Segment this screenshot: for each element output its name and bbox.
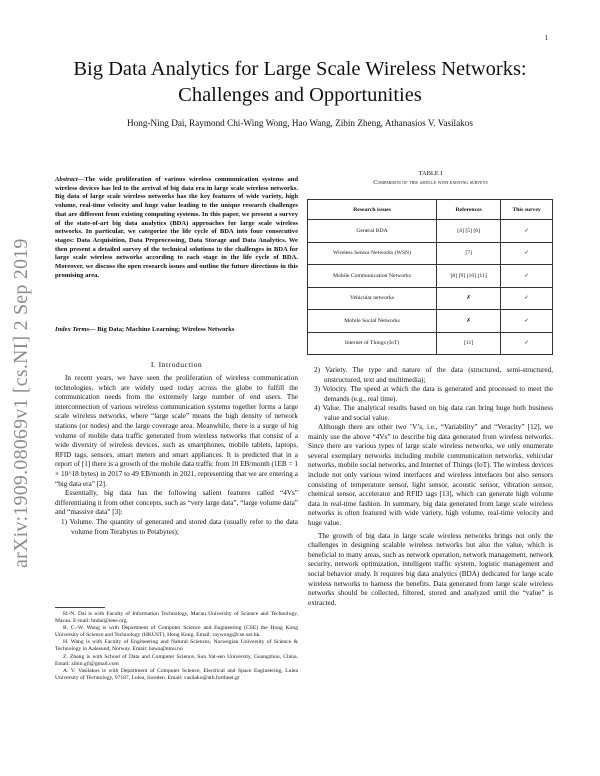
table-label: TABLE I xyxy=(418,170,443,177)
body-paragraph: The growth of big data in large scale wireless networks brings not only the challenges in designing scalable wireless networks but also the value, which is beneficial to many areas, such as network operation, network management, network security, network optimization, intelligent traffic system, logistic management and social behavior study. It requires big data analytics (BDA) dedicated for large scale wireless networks to harness the benefits. Data generated from large scale wireless networks should be collected, filtered, stored and analyzed until the “value” is extracted. xyxy=(308,531,553,607)
abstract: Abstract—The wide proliferation of various wireless communication systems and wireless devices has led to the arrival of big data era in large scale wireless networks. Big data of large scale wireless networks has the key features of wide variety, high volume, real-time velocity and huge value leading to the unique research challenges that are different from existing computing systems. In this paper, we present a survey of the state-of-art big data analytics (BDA) approaches for large scale wireless networks. In particular, we categorize the life cycle of BDA into four consecutive stages: Data Acquisition, Data Preprocessing, Data Storage and Data Analytics. We then present a detailed survey of the technical solutions to the challenges in BDA for large scale wireless networks according to each stage in the life cycle of BDA. Moreover, we discuss the open research issues and outline the future directions in this promising area. xyxy=(55,176,298,279)
table-header-cell: Research issues xyxy=(308,200,437,220)
table-cell: General BDA xyxy=(308,220,437,243)
table-row xyxy=(308,220,553,243)
abstract-lead: Abstract xyxy=(55,176,78,183)
table-cell: Vehicular networks xyxy=(308,287,437,310)
index-terms: Index Terms— Big Data; Machine Learning; Wireless Networks xyxy=(55,326,235,333)
intro-paragraph-1: In recent years, we have seen the proliferation of wireless communication technologies, which are widely used today across the globe to fulfill the communication needs from the extremely large number of end users. The interconnection of various wireless communication systems together forms a large scale wireless networks, where “large scale” means the high density of network stations (or nodes) and the large coverage area. Meanwhile, there is a surge of big volume of mobile data traffic generated from wireless networks that consist of a wide diversity of wireless devices, such as smartphones, mobile tablets, laptops, RFID tags, sensors, smart meters and smart appliances. It is predicted that in a report of [1] there is a growth of the mobile data traffic from 10 EB/month (1EB = 1 × 10^18 bytes) in 2017 to 49 EB/month in 2021, representing that we are entering a “big data era” [2]. xyxy=(55,374,298,488)
page-number: 1 xyxy=(544,34,548,42)
table-cell: Mobile Social Networks xyxy=(308,310,437,333)
table-header-cell: This survey xyxy=(501,200,553,220)
table-cell: ✓ xyxy=(501,332,553,355)
features-list xyxy=(308,366,553,424)
table-cell: ✗ xyxy=(437,310,501,333)
footnote: Z. Zheng is with School of Data and Computer Science, Sun Yat-sen University, Guangzhou, China. Email: zibin.gil@gmail.com xyxy=(55,653,298,667)
list-item: 3) Velocity. The speed at which the data is generated and processed to meet the demands (e.g., real time). xyxy=(314,385,553,403)
table-row xyxy=(308,287,553,310)
right-column-body xyxy=(308,423,553,608)
list-item: 2) Variety. The type and nature of the data (structured, semi-structured, unstructured, text and multimedia); xyxy=(314,366,553,384)
table-cell: ✓ xyxy=(501,220,553,243)
abstract-text: The wide proliferation of various wireless communication systems and wireless devices has led to the arrival of big data era in large scale wireless networks. Big data of large scale wireless networks has the key features of wide variety, high volume, real-time velocity and huge value leading to the unique research challenges that are different from existing computing systems. In this paper, we present a survey of the state-of-art big data analytics (BDA) approaches for large scale wireless networks. In particular, we categorize the life cycle of BDA into four consecutive stages: Data Acquisition, Data Preprocessing, Data Storage and Data Analytics. We then present a detailed survey of the technical solutions to the challenges in BDA for large scale wireless networks according to each stage in the life cycle of BDA. Moreover, we discuss the open research issues and outline the future directions in this promising area. xyxy=(55,176,298,279)
table-cell: [11] xyxy=(437,332,501,355)
table-cell: [7] xyxy=(437,242,501,265)
table-cell: ✓ xyxy=(501,287,553,310)
body-paragraph: Although there are other two ’V’s, i.e., “Variability” and “Veracity” [12], we mainly use the above “4Vs” to describe big data generated from wireless networks. Since there are various types of large scale wireless networks, we only enumerate several exemplary networks including mobile communication networks, vehicular networks, mobile social networks, and Internet of Things (IoT). The wireless devices include not only various wired interfaces and wireless interfaces but also sensors consisting of temperature sensor, light sensor, acoustic sensor, vibration sensor, chemical sensor, accelerator and RFID tags [13], which can generate high volume data in real-time fashion. In summary, big data generated from large scale wireless networks is often featured with wide variety, high volume, real-time velocity and huge value. xyxy=(308,423,553,527)
intro-paragraph-2: Essentially, big data has the following salient features called “4Vs” differentiating it from other concepts, such as “very large data”, “large volume data” and “massive data” [3]: xyxy=(55,489,298,517)
table-row xyxy=(308,332,553,355)
paper-title: Big Data Analytics for Large Scale Wireless Networks: Challenges and Opportunities xyxy=(73,58,527,106)
features-ordered-list xyxy=(308,366,553,424)
table-cell: ✓ xyxy=(501,265,553,288)
table-row xyxy=(308,242,553,265)
list-item: 4) Value. The analytical results based on big data can bring huge both business value and social value. xyxy=(314,404,553,422)
table-cell: Internet of Things (IoT) xyxy=(308,332,437,355)
footnote: R. C.-W. Wong is with Department of Computer Science and Engineering (CSE) the Hong Kong University of Science and Technology (HKUST), Hong Kong. Email: raywong@cse.ust.hk. xyxy=(55,625,298,639)
table-cell: [8] [9] [10] [11] xyxy=(437,265,501,288)
table-header-row xyxy=(308,200,553,220)
table-cell: [4] [5] [6] xyxy=(437,220,501,243)
comparison-table xyxy=(307,199,553,355)
table-row xyxy=(308,310,553,333)
author-list: Hong-Ning Dai, Raymond Chi-Wing Wong, Hao Wang, Zibin Zheng, Athanasios V. Vasilakos xyxy=(127,118,473,128)
footnote: H. Wang is with Faculty of Engineering and Natural Sciences, Norwegian University of Science & Technology in Aalesund, Norway. Email: hawa@ntnu.no xyxy=(55,639,298,653)
arxiv-identifier: arXiv:1909.08069v1 [cs.NI] 2 Sep 2019 xyxy=(10,238,32,568)
index-terms-text: Big Data; Machine Learning; Wireless Networks xyxy=(97,326,235,333)
footnote-rule xyxy=(55,607,105,608)
section-heading: I. Introduction xyxy=(150,360,203,369)
table-cell: ✓ xyxy=(501,242,553,265)
table-row xyxy=(308,265,553,288)
table-caption xyxy=(308,169,553,187)
intro-body xyxy=(55,374,298,537)
table-cell: Mobile Communication Networks xyxy=(308,265,437,288)
footnotes xyxy=(55,611,298,682)
index-terms-lead: Index Terms xyxy=(55,326,90,333)
table-cell: Wireless Sensor Networks (WSN) xyxy=(308,242,437,265)
table-cell: ✓ xyxy=(501,310,553,333)
table-cell: ✗ xyxy=(437,287,501,310)
table-caption-text: Comparison of this article with existing surveys xyxy=(373,179,488,186)
footnote: H.-N. Dai is with Faculty of Information Technology, Macau University of Science and Technology, Macau. E-mail: hndai@ieee.org. xyxy=(55,611,298,625)
footnote: A. V. Vasilakos is with Department of Computer Science, Electrical and Space Engineering, Lulea University of Technology, 97187, Lulea, Sweden. Email: vasilako@ath.forthnet.gr xyxy=(55,667,298,681)
list-item: 1) Volume. The quantity of generated and stored data (usually refer to the data volume from Terabytes to Petabytes); xyxy=(61,517,298,536)
table-header-cell: References xyxy=(437,200,501,220)
intro-list xyxy=(55,518,298,537)
